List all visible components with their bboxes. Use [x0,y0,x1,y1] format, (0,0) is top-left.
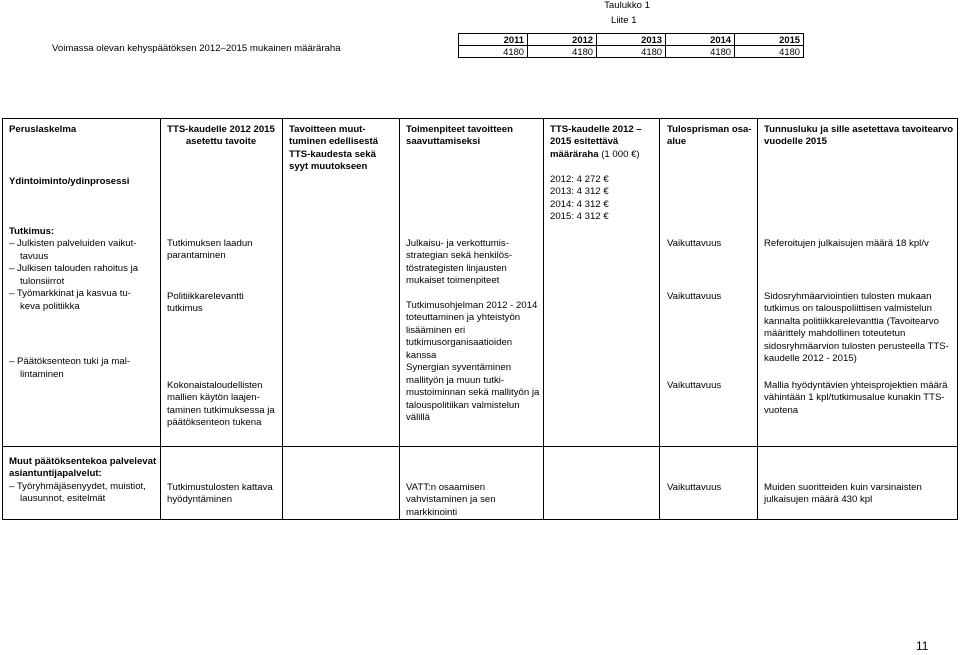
year-cell: 2014 [666,34,735,46]
amount-line: 2015: 4 312 € [550,211,609,223]
other-heading: Muut päätöksentekoa palvelevat asiantuntijapalvelut: [9,456,157,480]
header-indicator: Tunnusluku ja sille asetettava tavoitearvo vuodelle 2015 [764,124,954,148]
core-amounts [550,174,650,224]
header-peruslaskelma: Peruslaskelma [9,124,77,135]
prism-2: Vaikuttavuus [667,291,722,302]
other-goal: Tutkimustulosten kattava hyödyntäminen [167,482,273,506]
budget-label: Voimassa olevan kehyspäätöksen 2012–2015 mukainen määräraha [52,43,341,54]
action-item: Julkaisu- ja verkottumis-strategian sekä henkilös-töstrategisten linjausten mukaiset toimenpiteet [406,238,513,287]
list-item: – Työryhmäjäsenyydet, muistiot, lausunnot, esitelmät [9,480,146,505]
action-item: Tutkimusohjelman 2012 - 2014 toteuttaminen ja yhteistyön lisääminen eri tutkimusorganisaatioiden kanssa [406,299,538,361]
table-label: Taulukko 1 [604,0,650,11]
indicator-3: Mallia hyödyntävien yhteisprojektien määrä vähintään 1 kpl/tutkimusalue kunakin TTS-vuotena [764,380,948,416]
budget-table [458,33,804,58]
amount-line: 2012: 4 272 € [550,174,609,185]
indicator-2: Sidosryhmäarviointien tulosten mukaan tutkimus on talouspoliittisen valmistelun kannalta politiikkarelevanttia (Tavoitearvo määrittely mahdollinen toteutetun sidosryhmäarvion tulosten perusteella TTS-kaudelle 2012 - 2015) [764,291,949,365]
amount-cell: 4180 [597,46,666,58]
amount-cell: 4180 [528,46,597,58]
other-action: VATT:n osaamisen vahvistaminen ja sen markkinointi [406,482,496,518]
other-indicator: Muiden suoritteiden kuin varsinaisten julkaisujen määrä 430 kpl [764,482,922,506]
year-cell: 2015 [735,34,804,46]
year-cell: 2012 [528,34,597,46]
actions-list [406,238,540,425]
prism-3: Vaikuttavuus [667,380,722,391]
list-item: – Päätöksenteon tuki ja mal-lintaminen [9,356,131,380]
header-target: TTS-kaudelle 2012 2015 asetettu tavoite [167,124,275,148]
other-services [9,456,159,506]
amount-cell: 4180 [459,46,528,58]
header-actions: Toimenpiteet tavoitteen saavuttamiseksi [406,124,513,148]
year-cell: 2011 [459,34,528,46]
goal-2: Politiikkarelevantti tutkimus [167,291,244,315]
research-heading: Tutkimus: [9,226,55,237]
header-budget: TTS-kaudelle 2012 – 2015 esitettävä määräraha (1 000 €) [550,124,642,160]
list-item: – Julkisten palveluiden vaikut-tavuus [9,238,137,262]
amount-line: 2013: 4 312 € [550,186,609,198]
core-process-label: Ydintoiminto/ydinprosessi [9,176,130,187]
goal-1: Tutkimuksen laadun parantaminen [167,238,253,262]
prism-1: Vaikuttavuus [667,238,722,249]
year-cell: 2013 [597,34,666,46]
page-number: 11 [916,639,929,653]
list-item: – Työmarkkinat ja kasvua tu-keva politiikka [9,288,131,312]
indicator-1: Referoitujen julkaisujen määrä 18 kpl/v [764,238,929,249]
amount-cell: 4180 [735,46,804,58]
amount-cell: 4180 [666,46,735,58]
research-areas [9,226,149,381]
appendix-label: Liite 1 [611,15,637,26]
other-prism: Vaikuttavuus [667,482,722,493]
header-change: Tavoitteen muut-tuminen edellisestä TTS-kaudesta sekä syyt muutokseen [289,124,379,173]
action-item: Synergian syventäminen mallityön ja muun tutki-mustoiminnan sekä mallityön ja talouspolitiikan valmistelun välillä [406,362,540,424]
list-item: – Julkisen talouden rahoitus ja tulonsiirrot [9,263,139,287]
goal-3: Kokonaistaloudellisten mallien käytön laajen-taminen tutkimuksessa ja päätöksenteon tukena [167,380,275,429]
amount-line: 2014: 4 312 € [550,198,609,210]
header-prism: Tulosprisman osa-alue [667,124,752,148]
